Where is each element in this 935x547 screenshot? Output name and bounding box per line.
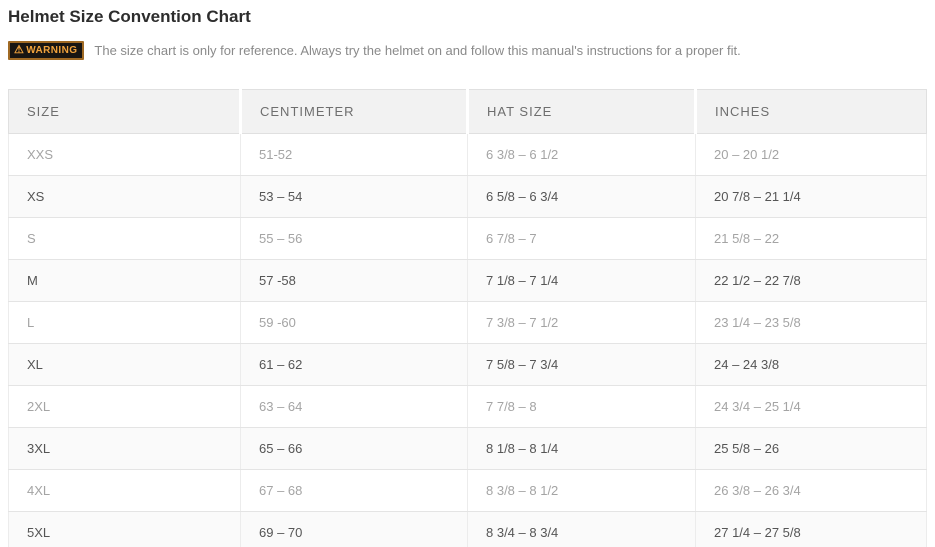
table-cell: 51-52	[241, 134, 468, 176]
table-cell: 57 -58	[241, 260, 468, 302]
size-table	[8, 89, 927, 547]
table-row	[9, 470, 927, 512]
table-cell: 6 5/8 – 6 3/4	[468, 176, 696, 218]
table-row	[9, 134, 927, 176]
warning-triangle-icon: ⚠	[14, 43, 25, 56]
table-cell: 3XL	[9, 428, 241, 470]
table-cell: 24 3/4 – 25 1/4	[696, 386, 927, 428]
header-cell: SIZE	[9, 90, 241, 134]
table-cell: 7 7/8 – 8	[468, 386, 696, 428]
table-cell: 26 3/8 – 26 3/4	[696, 470, 927, 512]
table-cell: 27 1/4 – 27 5/8	[696, 512, 927, 547]
table-row	[9, 260, 927, 302]
table-cell: 8 3/4 – 8 3/4	[468, 512, 696, 547]
table-cell: 20 – 20 1/2	[696, 134, 927, 176]
table-row	[9, 512, 927, 547]
table-cell: 4XL	[9, 470, 241, 512]
table-cell: 23 1/4 – 23 5/8	[696, 302, 927, 344]
table-cell: 69 – 70	[241, 512, 468, 547]
table-cell: L	[9, 302, 241, 344]
header-row	[9, 90, 927, 134]
warning-badge	[8, 41, 84, 60]
header-cell: HAT SIZE	[468, 90, 696, 134]
table-cell: 24 – 24 3/8	[696, 344, 927, 386]
warning-text: The size chart is only for reference. Always try the helmet on and follow this manual's instructions for a proper fit.	[94, 42, 741, 58]
table-cell: XXS	[9, 134, 241, 176]
warning-line	[8, 41, 927, 59]
table-cell: 67 – 68	[241, 470, 468, 512]
table-row	[9, 344, 927, 386]
table-cell: 65 – 66	[241, 428, 468, 470]
table-cell: 6 7/8 – 7	[468, 218, 696, 260]
table-row	[9, 302, 927, 344]
table-cell: 63 – 64	[241, 386, 468, 428]
table-cell: 6 3/8 – 6 1/2	[468, 134, 696, 176]
table-cell: 7 5/8 – 7 3/4	[468, 344, 696, 386]
header-cell: INCHES	[696, 90, 927, 134]
table-cell: 59 -60	[241, 302, 468, 344]
table-cell: 2XL	[9, 386, 241, 428]
table-cell: M	[9, 260, 241, 302]
table-cell: 7 1/8 – 7 1/4	[468, 260, 696, 302]
table-row	[9, 428, 927, 470]
table-cell: 53 – 54	[241, 176, 468, 218]
table-cell: 61 – 62	[241, 344, 468, 386]
table-cell: 20 7/8 – 21 1/4	[696, 176, 927, 218]
table-cell: 21 5/8 – 22	[696, 218, 927, 260]
table-cell: 8 1/8 – 8 1/4	[468, 428, 696, 470]
table-cell: XS	[9, 176, 241, 218]
table-cell: 25 5/8 – 26	[696, 428, 927, 470]
table-row	[9, 176, 927, 218]
table-cell: XL	[9, 344, 241, 386]
table-cell: 7 3/8 – 7 1/2	[468, 302, 696, 344]
table-row	[9, 386, 927, 428]
table-cell: 5XL	[9, 512, 241, 547]
table-cell: S	[9, 218, 241, 260]
table-cell: 22 1/2 – 22 7/8	[696, 260, 927, 302]
header-cell: CENTIMETER	[241, 90, 468, 134]
table-body	[9, 134, 927, 547]
page-title: Helmet Size Convention Chart	[8, 7, 251, 26]
warning-badge-label: WARNING	[26, 44, 78, 56]
table-cell: 55 – 56	[241, 218, 468, 260]
table-row	[9, 218, 927, 260]
table-cell: 8 3/8 – 8 1/2	[468, 470, 696, 512]
